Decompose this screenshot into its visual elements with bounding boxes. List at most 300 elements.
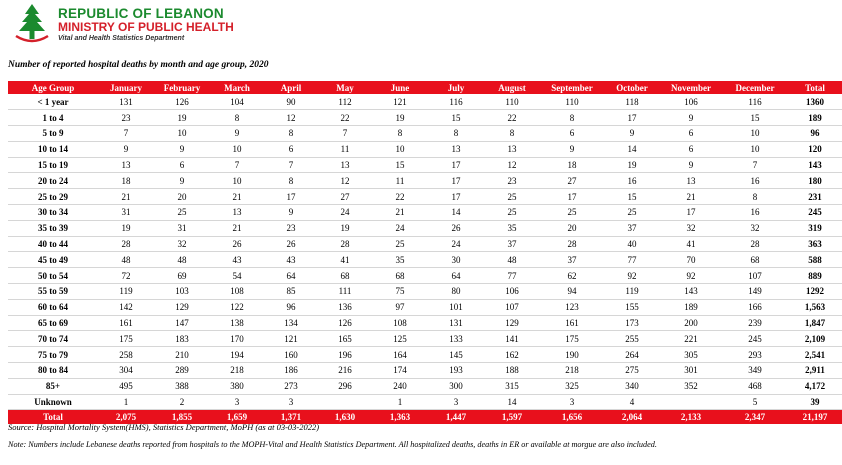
- table-cell: 25: [540, 205, 604, 221]
- table-cell: 112: [318, 94, 372, 110]
- table-cell: 188: [484, 363, 540, 379]
- table-cell: 25: [372, 236, 428, 252]
- table-cell: 9: [264, 205, 318, 221]
- total-cell: 21,197: [788, 410, 842, 424]
- table-row: [8, 173, 842, 189]
- note-text: Note: Numbers include Lebanese deaths reported from hospitals to the MOPH-Vital and Health Statistics Department. All hospitalized deaths, deaths in ER or available at morgue are also included.: [8, 440, 657, 449]
- table-cell: 143: [660, 284, 722, 300]
- table-cell: 315: [484, 378, 540, 394]
- table-cell: 14: [428, 205, 484, 221]
- age-group-cell: 75 to 79: [8, 347, 98, 363]
- table-row: [8, 347, 842, 363]
- table-cell: 92: [604, 268, 660, 284]
- table-cell: 13: [484, 141, 540, 157]
- table-cell: 264: [604, 347, 660, 363]
- table-cell: 21: [210, 220, 264, 236]
- column-header: Age Group: [8, 81, 98, 94]
- table-cell: 131: [98, 94, 154, 110]
- row-total-cell: 180: [788, 173, 842, 189]
- table-cell: 296: [318, 378, 372, 394]
- row-total-cell: 231: [788, 189, 842, 205]
- table-cell: 352: [660, 378, 722, 394]
- table-cell: 7: [210, 157, 264, 173]
- total-cell: 1,855: [154, 410, 210, 424]
- row-total-cell: 143: [788, 157, 842, 173]
- table-cell: 64: [428, 268, 484, 284]
- header: [12, 2, 234, 50]
- total-cell: 2,064: [604, 410, 660, 424]
- row-total-cell: 189: [788, 110, 842, 126]
- table-cell: 35: [372, 252, 428, 268]
- table-cell: 164: [372, 347, 428, 363]
- table-cell: 12: [484, 157, 540, 173]
- table-cell: 37: [540, 252, 604, 268]
- table-cell: 255: [604, 331, 660, 347]
- table-cell: 31: [98, 205, 154, 221]
- table-cell: 166: [722, 299, 788, 315]
- column-header: December: [722, 81, 788, 94]
- table-cell: [660, 394, 722, 410]
- table-row: [8, 284, 842, 300]
- table-cell: 6: [660, 126, 722, 142]
- table-cell: 160: [264, 347, 318, 363]
- table-row: [8, 315, 842, 331]
- table-cell: 103: [154, 284, 210, 300]
- row-total-cell: 4,172: [788, 378, 842, 394]
- table-cell: 8: [428, 126, 484, 142]
- table-cell: 9: [154, 173, 210, 189]
- age-group-cell: 20 to 24: [8, 173, 98, 189]
- table-cell: 183: [154, 331, 210, 347]
- table-cell: 25: [484, 205, 540, 221]
- row-total-cell: 2,541: [788, 347, 842, 363]
- table-row: [8, 299, 842, 315]
- table-row: [8, 363, 842, 379]
- age-group-cell: 70 to 74: [8, 331, 98, 347]
- column-header: January: [98, 81, 154, 94]
- total-cell: 1,659: [210, 410, 264, 424]
- table-cell: 17: [428, 157, 484, 173]
- table-cell: 200: [660, 315, 722, 331]
- table-cell: 245: [722, 331, 788, 347]
- table-cell: 121: [372, 94, 428, 110]
- table-cell: 17: [604, 110, 660, 126]
- table-cell: 43: [264, 252, 318, 268]
- table-cell: 218: [210, 363, 264, 379]
- table-cell: 106: [660, 94, 722, 110]
- table-cell: 104: [210, 94, 264, 110]
- row-total-cell: 1360: [788, 94, 842, 110]
- table-cell: 495: [98, 378, 154, 394]
- table-cell: 13: [660, 173, 722, 189]
- table-cell: 301: [660, 363, 722, 379]
- table-cell: 189: [660, 299, 722, 315]
- total-cell: Total: [8, 410, 98, 424]
- table-row: [8, 331, 842, 347]
- table-cell: 40: [604, 236, 660, 252]
- table-cell: 10: [722, 126, 788, 142]
- table-cell: 165: [318, 331, 372, 347]
- column-header: Total: [788, 81, 842, 94]
- table-cell: 75: [372, 284, 428, 300]
- table-cell: 69: [154, 268, 210, 284]
- table-cell: 141: [484, 331, 540, 347]
- table-cell: 126: [154, 94, 210, 110]
- table-cell: 77: [484, 268, 540, 284]
- total-cell: 2,133: [660, 410, 722, 424]
- table-cell: 218: [540, 363, 604, 379]
- age-group-cell: 55 to 59: [8, 284, 98, 300]
- table-cell: 186: [264, 363, 318, 379]
- table-cell: 193: [428, 363, 484, 379]
- table-cell: 80: [428, 284, 484, 300]
- age-group-cell: 60 to 64: [8, 299, 98, 315]
- table-cell: 145: [428, 347, 484, 363]
- age-group-cell: 80 to 84: [8, 363, 98, 379]
- table-cell: 147: [154, 315, 210, 331]
- age-group-cell: Unknown: [8, 394, 98, 410]
- table-cell: 121: [264, 331, 318, 347]
- table-cell: 7: [264, 157, 318, 173]
- source-text: Source: Hospital Mortality System(HMS), Statistics Department, MoPH (as at 03-03-2022): [8, 422, 320, 432]
- row-total-cell: 96: [788, 126, 842, 142]
- table-cell: 24: [428, 236, 484, 252]
- column-header: November: [660, 81, 722, 94]
- table-cell: 20: [540, 220, 604, 236]
- table-cell: 18: [540, 157, 604, 173]
- table-cell: 468: [722, 378, 788, 394]
- table-cell: 8: [210, 110, 264, 126]
- table-cell: 19: [318, 220, 372, 236]
- row-total-cell: 2,109: [788, 331, 842, 347]
- header-row: [8, 81, 842, 94]
- table-cell: 24: [318, 205, 372, 221]
- age-group-cell: 25 to 29: [8, 189, 98, 205]
- table-cell: 119: [604, 284, 660, 300]
- table-cell: 190: [540, 347, 604, 363]
- table-cell: 111: [318, 284, 372, 300]
- age-group-cell: 35 to 39: [8, 220, 98, 236]
- table-cell: 275: [604, 363, 660, 379]
- table-cell: 173: [604, 315, 660, 331]
- table-cell: 96: [264, 299, 318, 315]
- table-cell: 17: [660, 205, 722, 221]
- deaths-table: [8, 81, 842, 424]
- table-title: Number of reported hospital deaths by month and age group, 2020: [8, 60, 269, 70]
- table-cell: 48: [154, 252, 210, 268]
- table-cell: 6: [660, 141, 722, 157]
- table-cell: 13: [210, 205, 264, 221]
- table-cell: 22: [484, 110, 540, 126]
- table-cell: 110: [540, 94, 604, 110]
- table-cell: 7: [318, 126, 372, 142]
- table-row: [8, 94, 842, 110]
- table-cell: 9: [660, 157, 722, 173]
- column-header: July: [428, 81, 484, 94]
- table-cell: 15: [428, 110, 484, 126]
- age-group-cell: 45 to 49: [8, 252, 98, 268]
- total-cell: 1,630: [318, 410, 372, 424]
- table-cell: 12: [318, 173, 372, 189]
- table-cell: 138: [210, 315, 264, 331]
- table-cell: 8: [484, 126, 540, 142]
- table-cell: 3: [264, 394, 318, 410]
- age-group-cell: 65 to 69: [8, 315, 98, 331]
- row-total-cell: 319: [788, 220, 842, 236]
- table-cell: 108: [372, 315, 428, 331]
- table-cell: 142: [98, 299, 154, 315]
- table-cell: 133: [428, 331, 484, 347]
- table-cell: 239: [722, 315, 788, 331]
- table-cell: 13: [428, 141, 484, 157]
- table-cell: 8: [540, 110, 604, 126]
- table-cell: 149: [722, 284, 788, 300]
- table-cell: 19: [154, 110, 210, 126]
- table-cell: 26: [428, 220, 484, 236]
- row-total-cell: 889: [788, 268, 842, 284]
- table-cell: 221: [660, 331, 722, 347]
- table-cell: 175: [98, 331, 154, 347]
- column-header: April: [264, 81, 318, 94]
- table-cell: 5: [722, 394, 788, 410]
- column-header: August: [484, 81, 540, 94]
- table-cell: 22: [372, 189, 428, 205]
- table-cell: 116: [428, 94, 484, 110]
- table-cell: 6: [154, 157, 210, 173]
- total-cell: 1,363: [372, 410, 428, 424]
- table-cell: 170: [210, 331, 264, 347]
- table-cell: 10: [372, 141, 428, 157]
- table-cell: 194: [210, 347, 264, 363]
- table-cell: 17: [264, 189, 318, 205]
- table-row: [8, 236, 842, 252]
- table-cell: 90: [264, 94, 318, 110]
- table-cell: 23: [264, 220, 318, 236]
- table-row: [8, 110, 842, 126]
- table-row: [8, 157, 842, 173]
- column-header: May: [318, 81, 372, 94]
- table-cell: 13: [318, 157, 372, 173]
- row-total-cell: 1292: [788, 284, 842, 300]
- table-cell: 70: [660, 252, 722, 268]
- table-cell: 134: [264, 315, 318, 331]
- table-cell: 16: [604, 173, 660, 189]
- table-cell: 216: [318, 363, 372, 379]
- table-cell: 32: [660, 220, 722, 236]
- table-cell: 64: [264, 268, 318, 284]
- table-cell: 210: [154, 347, 210, 363]
- table-cell: 7: [98, 126, 154, 142]
- table-cell: 32: [722, 220, 788, 236]
- table-cell: 41: [318, 252, 372, 268]
- table-cell: 12: [264, 110, 318, 126]
- age-group-cell: < 1 year: [8, 94, 98, 110]
- table-cell: 9: [604, 126, 660, 142]
- table-cell: 13: [98, 157, 154, 173]
- column-header: October: [604, 81, 660, 94]
- table-cell: 293: [722, 347, 788, 363]
- table-cell: 3: [210, 394, 264, 410]
- table-cell: 17: [428, 189, 484, 205]
- table-cell: 101: [428, 299, 484, 315]
- table-cell: 28: [98, 236, 154, 252]
- table-cell: 8: [264, 173, 318, 189]
- table-cell: 162: [484, 347, 540, 363]
- table-row: [8, 220, 842, 236]
- row-total-cell: 2,911: [788, 363, 842, 379]
- table-cell: 41: [660, 236, 722, 252]
- table-cell: 116: [722, 94, 788, 110]
- table-cell: 289: [154, 363, 210, 379]
- row-total-cell: 363: [788, 236, 842, 252]
- table-row: [8, 252, 842, 268]
- table-cell: 17: [428, 173, 484, 189]
- row-total-cell: 245: [788, 205, 842, 221]
- table-cell: 28: [318, 236, 372, 252]
- table-cell: 23: [484, 173, 540, 189]
- age-group-cell: 1 to 4: [8, 110, 98, 126]
- table-cell: 21: [98, 189, 154, 205]
- table-cell: 3: [428, 394, 484, 410]
- age-group-cell: 40 to 44: [8, 236, 98, 252]
- table-cell: 6: [264, 141, 318, 157]
- table-cell: 94: [540, 284, 604, 300]
- total-cell: 1,597: [484, 410, 540, 424]
- table-cell: 108: [210, 284, 264, 300]
- table-cell: 129: [154, 299, 210, 315]
- table-row: [8, 394, 842, 410]
- table-cell: 27: [318, 189, 372, 205]
- table-cell: 340: [604, 378, 660, 394]
- table-row: [8, 141, 842, 157]
- total-cell: 1,371: [264, 410, 318, 424]
- table-cell: 17: [540, 189, 604, 205]
- table-cell: 97: [372, 299, 428, 315]
- table-cell: 110: [484, 94, 540, 110]
- table-cell: 72: [98, 268, 154, 284]
- table-cell: 10: [210, 173, 264, 189]
- table-cell: 122: [210, 299, 264, 315]
- age-group-cell: 10 to 14: [8, 141, 98, 157]
- table-row: [8, 205, 842, 221]
- table-cell: 4: [604, 394, 660, 410]
- table-cell: 258: [98, 347, 154, 363]
- table-cell: 31: [154, 220, 210, 236]
- table-cell: 6: [540, 126, 604, 142]
- age-group-cell: 50 to 54: [8, 268, 98, 284]
- table-cell: 305: [660, 347, 722, 363]
- table-cell: 8: [372, 126, 428, 142]
- table-cell: 15: [604, 189, 660, 205]
- table-cell: 300: [428, 378, 484, 394]
- table-cell: 25: [604, 205, 660, 221]
- table-cell: 2: [154, 394, 210, 410]
- table-cell: 30: [428, 252, 484, 268]
- table-cell: 8: [264, 126, 318, 142]
- table-cell: 43: [210, 252, 264, 268]
- table-cell: 25: [484, 189, 540, 205]
- row-total-cell: 1,563: [788, 299, 842, 315]
- table-cell: 15: [722, 110, 788, 126]
- table-cell: 15: [372, 157, 428, 173]
- table-cell: 1: [372, 394, 428, 410]
- age-group-cell: 5 to 9: [8, 126, 98, 142]
- table-cell: 10: [210, 141, 264, 157]
- total-cell: 2,347: [722, 410, 788, 424]
- table-cell: 21: [210, 189, 264, 205]
- org-country: REPUBLIC OF LEBANON: [58, 6, 224, 21]
- table-cell: 20: [154, 189, 210, 205]
- total-cell: 1,447: [428, 410, 484, 424]
- table-cell: 9: [540, 141, 604, 157]
- table-cell: 37: [604, 220, 660, 236]
- table-cell: 107: [722, 268, 788, 284]
- table-cell: 68: [372, 268, 428, 284]
- table-cell: 48: [484, 252, 540, 268]
- table-cell: 7: [722, 157, 788, 173]
- column-header: February: [154, 81, 210, 94]
- table-row: [8, 126, 842, 142]
- table-cell: 388: [154, 378, 210, 394]
- table-cell: 62: [540, 268, 604, 284]
- table-cell: [318, 394, 372, 410]
- table-cell: 174: [372, 363, 428, 379]
- cedar-tree-logo-icon: [12, 2, 52, 46]
- table-cell: 16: [722, 173, 788, 189]
- table-cell: 129: [484, 315, 540, 331]
- table-cell: 85: [264, 284, 318, 300]
- table-cell: 25: [154, 205, 210, 221]
- table-cell: 28: [540, 236, 604, 252]
- table-cell: 27: [540, 173, 604, 189]
- table-cell: 131: [428, 315, 484, 331]
- table-cell: 11: [318, 141, 372, 157]
- table-cell: 3: [540, 394, 604, 410]
- age-group-cell: 15 to 19: [8, 157, 98, 173]
- row-total-cell: 120: [788, 141, 842, 157]
- table-cell: 10: [722, 141, 788, 157]
- table-cell: 23: [98, 110, 154, 126]
- table-cell: 9: [98, 141, 154, 157]
- row-total-cell: 39: [788, 394, 842, 410]
- table-cell: 118: [604, 94, 660, 110]
- table-cell: 48: [98, 252, 154, 268]
- table-row: [8, 378, 842, 394]
- org-department: Vital and Health Statistics Department: [58, 35, 185, 42]
- column-header: September: [540, 81, 604, 94]
- table-cell: 68: [722, 252, 788, 268]
- table-cell: 273: [264, 378, 318, 394]
- row-total-cell: 588: [788, 252, 842, 268]
- total-cell: 2,075: [98, 410, 154, 424]
- table-cell: 18: [98, 173, 154, 189]
- table-cell: 9: [154, 141, 210, 157]
- age-group-cell: 85+: [8, 378, 98, 394]
- table-cell: 240: [372, 378, 428, 394]
- table-cell: 21: [372, 205, 428, 221]
- table-cell: 126: [318, 315, 372, 331]
- table-cell: 37: [484, 236, 540, 252]
- table-cell: 22: [318, 110, 372, 126]
- table-cell: 11: [372, 173, 428, 189]
- table-cell: 77: [604, 252, 660, 268]
- total-cell: 1,656: [540, 410, 604, 424]
- organization-name: [58, 6, 234, 44]
- table-cell: 119: [98, 284, 154, 300]
- table-cell: 14: [484, 394, 540, 410]
- table-cell: 155: [604, 299, 660, 315]
- table-cell: 9: [210, 126, 264, 142]
